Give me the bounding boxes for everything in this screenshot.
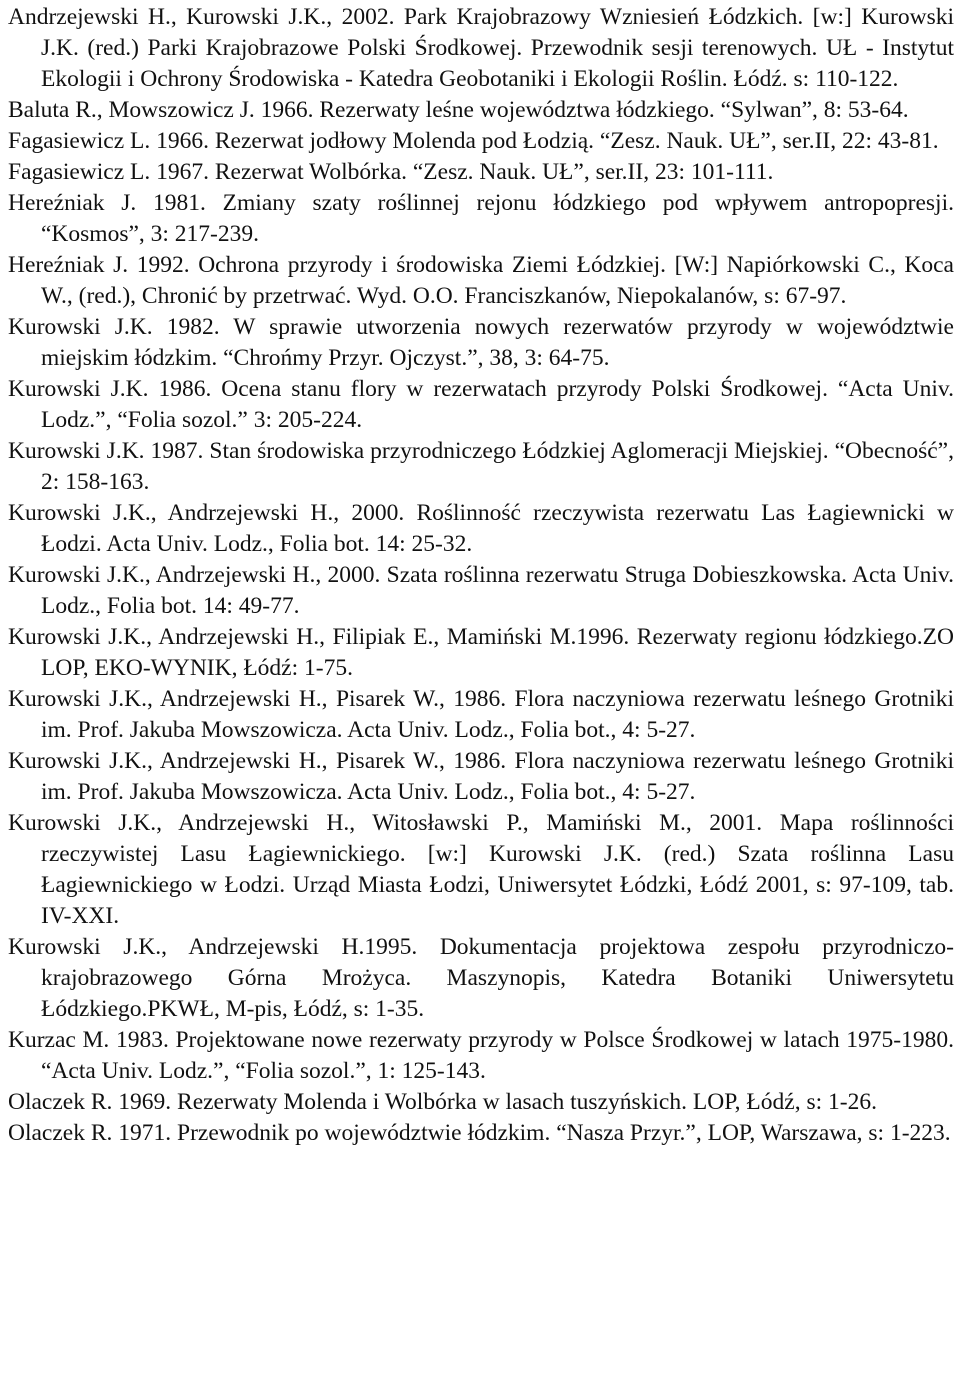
reference-entry: Kurowski J.K., Andrzejewski H.1995. Dokumentacja projektowa zespołu przyrodniczo-krajobrazowego Górna Mrożyca. Maszynopis, Katedra Botaniki Uniwersytetu Łódzkiego.PKWŁ, M-pis, Łódź, s: 1-35.	[8, 934, 954, 1022]
reference-entry: Andrzejewski H., Kurowski J.K., 2002. Park Krajobrazowy Wzniesień Łódzkich. [w:] Kurowski J.K. (red.) Parki Krajobrazowe Polski Środkowej. Przewodnik sesji terenowych. UŁ - Instytut Ekologii i Ochrony Środowiska - Katedra Geobotaniki i Ekologii Roślin. Łódź. s: 110-122.	[8, 4, 954, 92]
reference-entry: Olaczek R. 1971. Przewodnik po województwie łódzkim. “Nasza Przyr.”, LOP, Warszawa, s: 1-223.	[8, 1120, 951, 1146]
reference-entry: Kurowski J.K. 1982. W sprawie utworzenia nowych rezerwatów przyrody w województwie miejskim łódzkim. “Chrońmy Przyr. Ojczyst.”, 38, 3: 64-75.	[8, 314, 954, 371]
reference-entry: Kurowski J.K., Andrzejewski H., Pisarek W., 1986. Flora naczyniowa rezerwatu leśnego Grotniki im. Prof. Jakuba Mowszowicza. Acta Univ. Lodz., Folia bot., 4: 5-27.	[8, 748, 954, 805]
reference-entry: Kurowski J.K., Andrzejewski H., Pisarek W., 1986. Flora naczyniowa rezerwatu leśnego Grotniki im. Prof. Jakuba Mowszowicza. Acta Univ. Lodz., Folia bot., 4: 5-27.	[8, 686, 954, 743]
reference-entry: Kurowski J.K., Andrzejewski H., 2000. Szata roślinna rezerwatu Struga Dobieszkowska. Acta Univ. Lodz., Folia bot. 14: 49-77.	[8, 562, 954, 619]
reference-entry: Kurowski J.K. 1986. Ocena stanu flory w rezerwatach przyrody Polski Środkowej. “Acta Univ. Lodz.”, “Folia sozol.” 3: 205-224.	[8, 376, 954, 433]
reference-entry: Kurzac M. 1983. Projektowane nowe rezerwaty przyrody w Polsce Środkowej w latach 1975-1980. “Acta Univ. Lodz.”, “Folia sozol.”, 1: 125-143.	[8, 1027, 954, 1084]
reference-entry: Hereźniak J. 1992. Ochrona przyrody i środowiska Ziemi Łódzkiej. [W:] Napiórkowski C., Koca W., (red.), Chronić by przetrwać. Wyd. O.O. Franciszkanów, Niepokalanów, s: 67-97.	[8, 252, 954, 309]
reference-entry: Kurowski J.K. 1987. Stan środowiska przyrodniczego Łódzkiej Aglomeracji Miejskiej. “Obecność”, 2: 158-163.	[8, 438, 954, 495]
reference-entry: Kurowski J.K., Andrzejewski H., Witosławski P., Mamiński M., 2001. Mapa roślinności rzeczywistej Lasu Łagiewnickiego. [w:] Kurowski J.K. (red.) Szata roślinna Lasu Łagiewnickiego w Łodzi. Urząd Miasta Łodzi, Uniwersytet Łódzki, Łódź 2001, s: 97-109, tab. IV-XXI.	[8, 810, 954, 929]
reference-entry: Kurowski J.K., Andrzejewski H., 2000. Roślinność rzeczywista rezerwatu Las Łagiewnicki w Łodzi. Acta Univ. Lodz., Folia bot. 14: 25-32.	[8, 500, 954, 557]
reference-entry: Hereźniak J. 1981. Zmiany szaty roślinnej rejonu łódzkiego pod wpływem antropopresji. “Kosmos”, 3: 217-239.	[8, 190, 954, 247]
reference-entry: Olaczek R. 1969. Rezerwaty Molenda i Wolbórka w lasach tuszyńskich. LOP, Łódź, s: 1-26.	[8, 1089, 877, 1115]
reference-entry: Baluta R., Mowszowicz J. 1966. Rezerwaty leśne województwa łódzkiego. “Sylwan”, 8: 53-64.	[8, 97, 909, 123]
reference-entry: Fagasiewicz L. 1966. Rezerwat jodłowy Molenda pod Łodzią. “Zesz. Nauk. UŁ”, ser.II, 22: 43-81.	[8, 128, 939, 154]
reference-entry: Fagasiewicz L. 1967. Rezerwat Wolbórka. “Zesz. Nauk. UŁ”, ser.II, 23: 101-111.	[8, 159, 774, 185]
reference-entry: Kurowski J.K., Andrzejewski H., Filipiak E., Mamiński M.1996. Rezerwaty regionu łódzkiego.ZO LOP, EKO-WYNIK, Łódź: 1-75.	[8, 624, 954, 681]
